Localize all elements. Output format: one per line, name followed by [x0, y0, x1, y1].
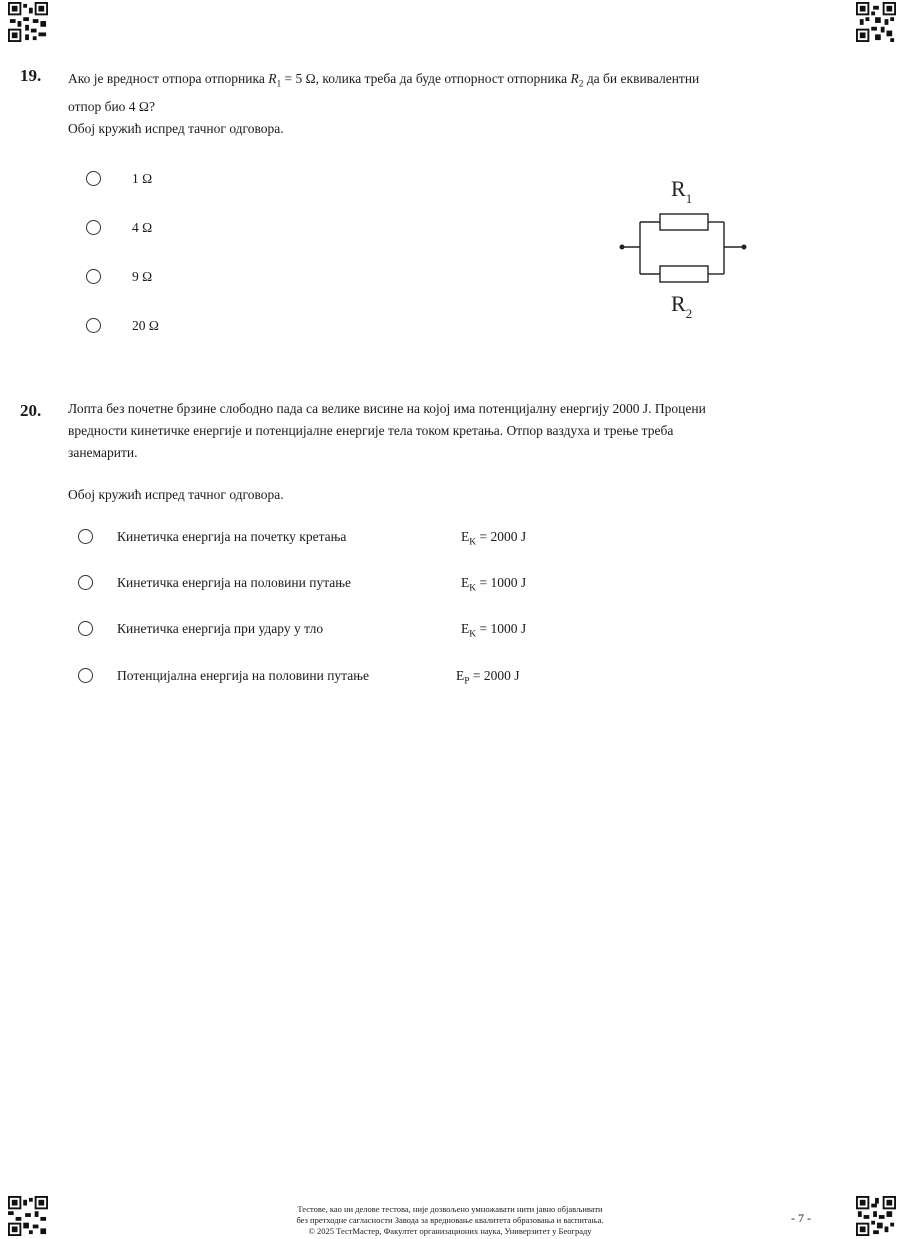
q20-option-2-value: $E_K = 1000$ J	[461, 575, 527, 594]
q19-option-3-radio[interactable]	[86, 269, 101, 284]
question-20-instruction: Обој кружић испред тачног одговора.	[68, 487, 284, 502]
question-20-line-2: вредности кинетичке енергије и потенцијалне енергије тела током кретања. Отпор ваздуха и трење треба	[68, 423, 674, 438]
terminal-right	[742, 245, 747, 250]
q20-option-2-radio[interactable]	[78, 575, 93, 590]
footer-line-2: без претходне сагласности Завода за вредновање квалитета образовања и васпитања.	[296, 1215, 604, 1225]
question-20-number: 20.	[20, 401, 42, 420]
resistor-r2	[660, 266, 708, 282]
q20-option-4-radio[interactable]	[78, 668, 93, 683]
question-20-line-3: занемарити.	[68, 445, 138, 460]
question-19-line-1: Ако је вредност отпора отпорника $R_1 = 5$ Ω, колика треба да буде отпорност отпорника $R_2$ да би еквивалентни	[68, 71, 700, 90]
qr-code-top-right	[856, 2, 896, 42]
parallel-circuit-diagram	[610, 170, 760, 330]
q20-option-3-value: $E_K = 1000$ J	[461, 621, 527, 640]
q20-option-1-value: $E_K = 2000$ J	[461, 529, 527, 548]
q20-option-1-radio[interactable]	[78, 529, 93, 544]
q19-option-4-radio[interactable]	[86, 318, 101, 333]
footer-line-1: Тестове, као ни делове тестова, није дозвољено умножавати нити јавно објављивати	[297, 1204, 603, 1214]
q19-option-2-label: 4 Ω	[132, 220, 153, 235]
q20-option-3-label: Кинетичка енергија при удару у тло	[117, 621, 324, 636]
question-19-number: 19.	[20, 66, 42, 85]
q19-option-4-label: 20 Ω	[132, 318, 159, 333]
r2-label: $R_2$	[671, 291, 693, 321]
q19-option-3-label: 9 Ω	[132, 269, 153, 284]
r1-label: $R_1$	[671, 176, 693, 206]
question-20-text	[68, 398, 878, 464]
question-19-text	[68, 68, 868, 140]
q20-option-4-label: Потенцијална енергија на половини путање	[117, 668, 369, 683]
footer-copyright	[200, 1204, 700, 1237]
qr-code-bottom-right	[856, 1196, 896, 1236]
question-19-line-2: отпор био 4 Ω?	[68, 98, 155, 114]
question-19-instruction: Обој кружић испред тачног одговора.	[68, 120, 284, 136]
q20-option-3-radio[interactable]	[78, 621, 93, 636]
qr-code-bottom-left	[8, 1196, 48, 1236]
qr-code-top-left	[8, 2, 48, 42]
q20-option-2-label: Кинетичка енергија на половини путање	[117, 575, 352, 590]
question-20-line-1: Лопта без почетне брзине слободно пада са велике висине на којој има потенцијалну енергију 2000 J. Процени	[68, 401, 706, 416]
page-number: - 7 -	[791, 1211, 811, 1225]
terminal-left	[620, 245, 625, 250]
q19-option-1-radio[interactable]	[86, 171, 101, 186]
q19-option-1-label: 1 Ω	[132, 171, 153, 186]
resistor-r1	[660, 214, 708, 230]
q19-option-2-radio[interactable]	[86, 220, 101, 235]
footer-line-3: © 2025 ТестМастер, Факултет организационих наука, Универзитет у Београду	[308, 1226, 592, 1236]
q20-option-1-label: Кинетичка енергија на почетку кретања	[117, 529, 347, 544]
q20-option-4-value: $E_P = 2000$ J	[456, 668, 520, 687]
